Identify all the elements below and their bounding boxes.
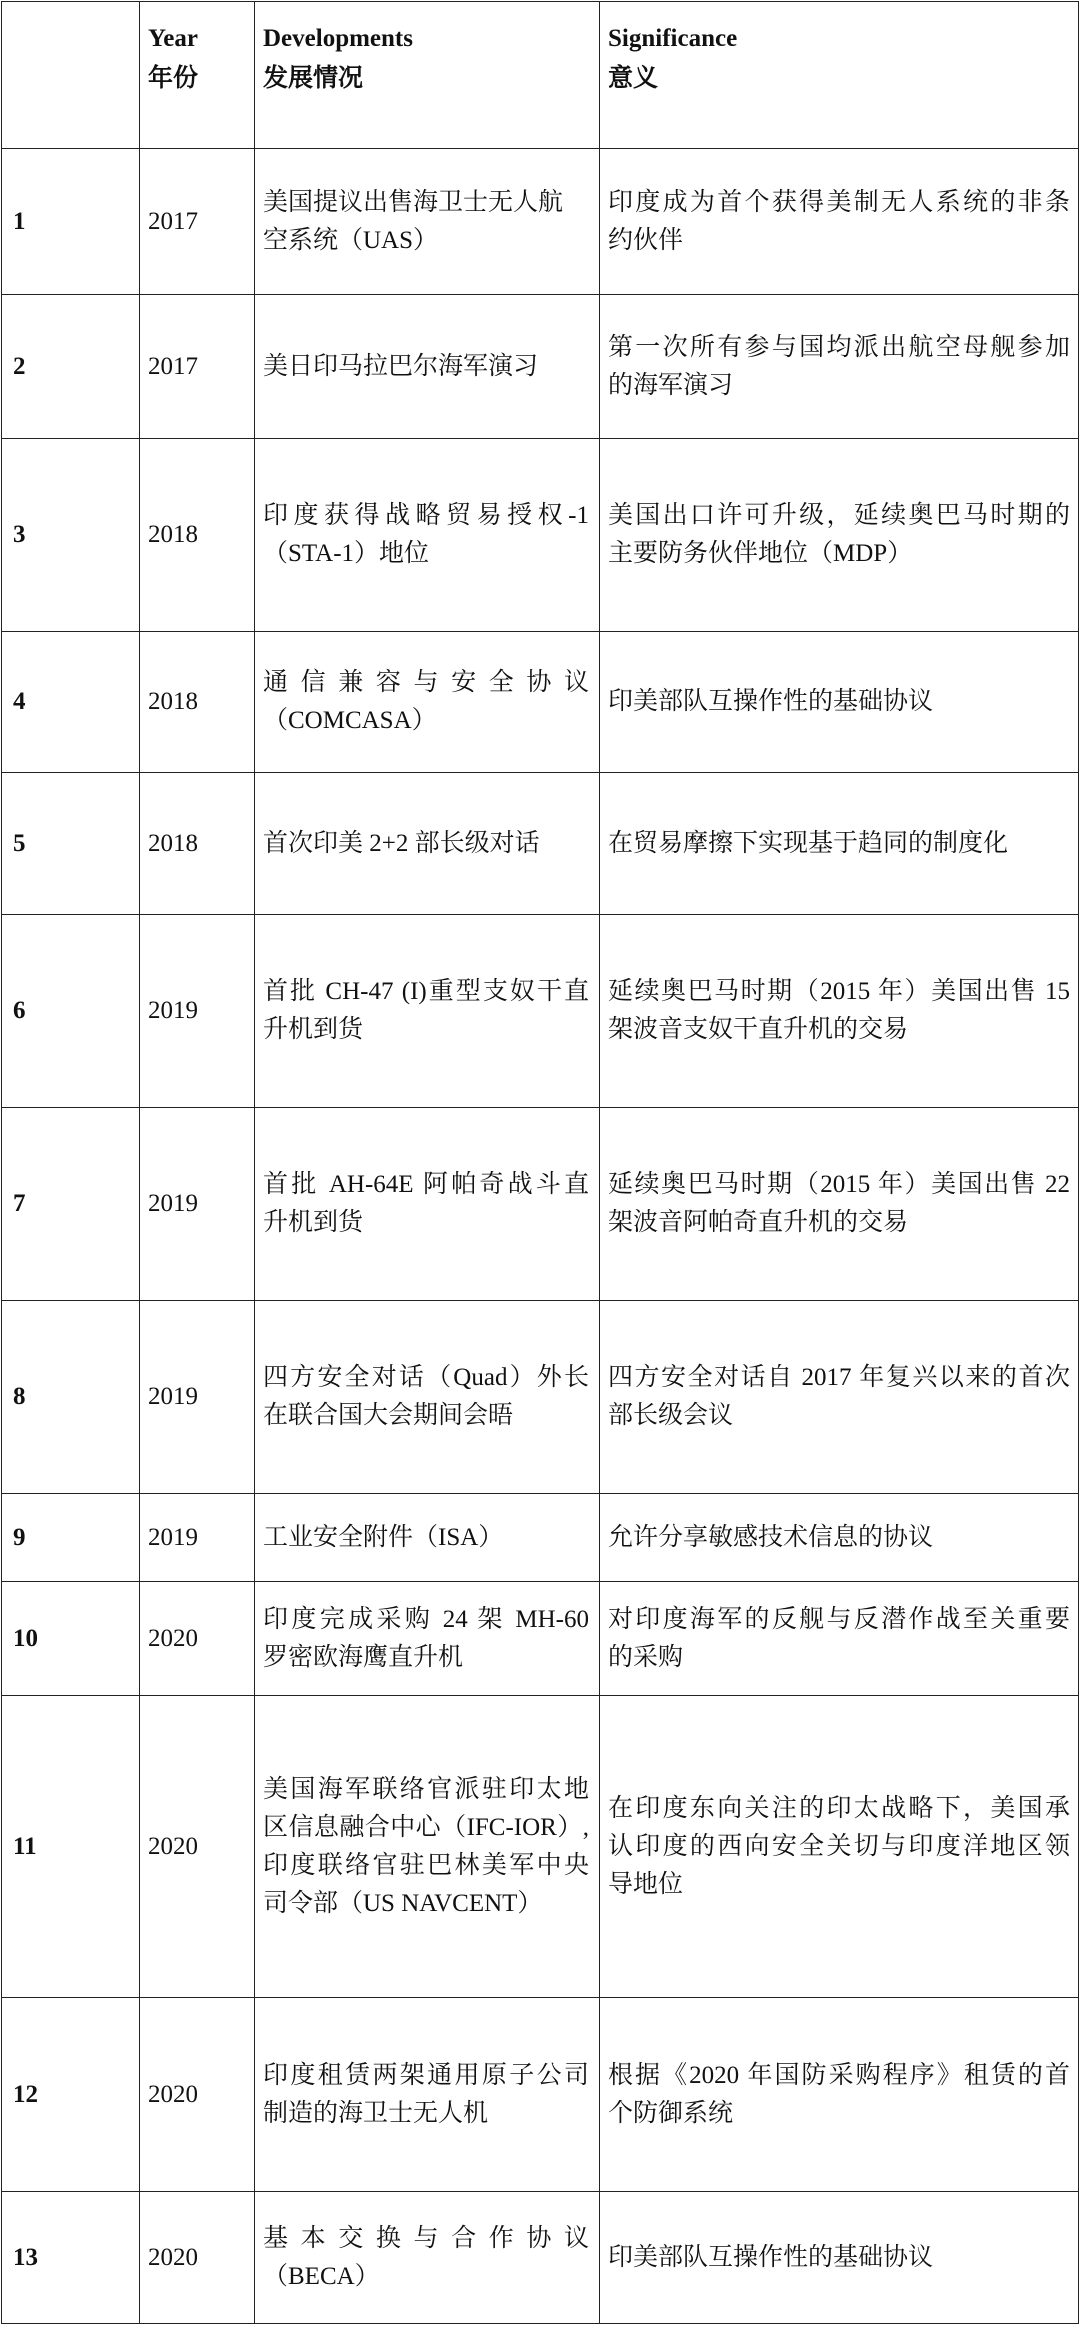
row-index-cell: 10	[2, 1582, 140, 1696]
row-index-cell: 11	[2, 1696, 140, 1998]
development-text-line: 空系统（UAS）	[263, 226, 439, 254]
development-text-line: 区信息融合中心（IFC-IOR）,	[263, 1813, 589, 1841]
significance-text-line: 在贸易摩擦下实现基于趋同的制度化	[608, 829, 1009, 857]
row-development-cell	[255, 1301, 600, 1494]
row-year-cell: 2020	[140, 1998, 255, 2192]
development-text-line: 通信兼容与安全协议	[263, 669, 589, 696]
row-development-cell	[255, 149, 600, 295]
development-text-line: 制造的海卫士无人机	[263, 2099, 489, 2127]
row-significance-cell	[600, 1108, 1079, 1301]
row-significance-cell	[600, 1998, 1079, 2192]
significance-text-line: 认印度的西向安全关切与印度洋地区领	[608, 1832, 1070, 1860]
row-year-cell: 2018	[140, 632, 255, 773]
row-year-cell: 2019	[140, 1301, 255, 1494]
development-text-line: 基本交换与合作协议	[263, 2224, 589, 2252]
table-body	[2, 2, 1079, 2324]
row-year-cell: 2019	[140, 915, 255, 1108]
development-text-line: 工业安全附件（ISA）	[263, 1523, 504, 1551]
table-row	[2, 915, 1079, 1108]
table-row	[2, 1998, 1079, 2192]
header-significance-cell	[600, 2, 1079, 149]
row-development-cell	[255, 1494, 600, 1582]
row-development-cell	[255, 1696, 600, 1998]
header-developments-en: Developments	[263, 25, 413, 52]
row-development-cell	[255, 439, 600, 632]
row-significance-cell	[600, 1494, 1079, 1582]
table-row	[2, 1108, 1079, 1301]
row-significance-cell	[600, 149, 1079, 295]
row-significance-cell	[600, 2192, 1079, 2324]
development-text-line: 美日印马拉巴尔海军演习	[263, 352, 539, 380]
significance-text-line: 的采购	[608, 1643, 684, 1671]
development-text-line: （STA-1）地位	[263, 540, 430, 567]
significance-text-line: 印度成为首个获得美制无人系统的非条	[608, 188, 1070, 216]
row-index-cell: 7	[2, 1108, 140, 1301]
significance-text-line: 在印度东向关注的印太战略下，美国承	[608, 1794, 1070, 1822]
row-year-cell: 2018	[140, 439, 255, 632]
significance-text-line: 架波音支奴干直升机的交易	[608, 1016, 909, 1043]
row-year-cell: 2018	[140, 773, 255, 915]
row-index-cell: 6	[2, 915, 140, 1108]
row-significance-cell	[600, 773, 1079, 915]
development-text-line: 美国提议出售海卫士无人航	[263, 188, 564, 216]
significance-text-line: 印美部队互操作性的基础协议	[608, 2243, 934, 2271]
significance-text-line: 美国出口许可升级，延续奥巴马时期的	[608, 502, 1070, 529]
row-index-cell: 12	[2, 1998, 140, 2192]
header-year-cell	[140, 2, 255, 149]
significance-text-line: 印美部队互操作性的基础协议	[608, 688, 934, 715]
row-index-cell: 1	[2, 149, 140, 295]
development-text-line: 四方安全对话（Quad）外长	[263, 1364, 589, 1391]
row-significance-cell	[600, 1696, 1079, 1998]
row-index-cell: 4	[2, 632, 140, 773]
row-year-cell: 2017	[140, 295, 255, 439]
table-row	[2, 1696, 1079, 1998]
row-year-cell: 2017	[140, 149, 255, 295]
significance-text-line: 主要防务伙伴地位（MDP）	[608, 540, 913, 567]
row-significance-cell	[600, 915, 1079, 1108]
development-text-line: 印度完成采购 24 架 MH-60	[263, 1605, 589, 1633]
significance-text-line: 第一次所有参与国均派出航空母舰参加	[608, 333, 1070, 361]
development-text-line: 司令部（US NAVCENT）	[263, 1889, 543, 1917]
row-year-cell: 2020	[140, 1696, 255, 1998]
significance-text-line: 约伙伴	[608, 226, 684, 254]
significance-text-line: 延续奥巴马时期（2015 年）美国出售 15	[608, 978, 1070, 1005]
development-text-line: 升机到货	[263, 1209, 364, 1236]
significance-text-line: 四方安全对话自 2017 年复兴以来的首次	[608, 1364, 1070, 1391]
row-development-cell	[255, 295, 600, 439]
header-year-zh: 年份	[148, 65, 199, 92]
table-row	[2, 1301, 1079, 1494]
significance-text-line: 允许分享敏感技术信息的协议	[608, 1523, 934, 1551]
development-text-line: 罗密欧海鹰直升机	[263, 1643, 464, 1671]
development-text-line: （BECA）	[263, 2262, 380, 2290]
row-development-cell	[255, 632, 600, 773]
row-development-cell	[255, 915, 600, 1108]
row-index-cell: 8	[2, 1301, 140, 1494]
table-row	[2, 439, 1079, 632]
development-text-line: 首次印美 2+2 部长级对话	[263, 829, 540, 857]
row-index-cell: 13	[2, 2192, 140, 2324]
row-development-cell	[255, 1108, 600, 1301]
table-row	[2, 632, 1079, 773]
header-developments-cell	[255, 2, 600, 149]
row-development-cell	[255, 1582, 600, 1696]
header-year-en: Year	[148, 25, 198, 52]
development-text-line: 首批 AH-64E 阿帕奇战斗直	[263, 1171, 589, 1198]
table-row	[2, 773, 1079, 915]
development-text-line: 印度租赁两架通用原子公司	[263, 2061, 589, 2089]
header-significance-en: Significance	[608, 25, 738, 52]
row-significance-cell	[600, 295, 1079, 439]
row-index-cell: 5	[2, 773, 140, 915]
row-development-cell	[255, 2192, 600, 2324]
row-year-cell: 2019	[140, 1494, 255, 1582]
row-significance-cell	[600, 1582, 1079, 1696]
header-index-cell	[2, 2, 140, 149]
header-developments-zh: 发展情况	[263, 65, 364, 92]
significance-text-line: 的海军演习	[608, 371, 734, 399]
row-year-cell: 2019	[140, 1108, 255, 1301]
row-development-cell	[255, 1998, 600, 2192]
row-index-cell: 2	[2, 295, 140, 439]
significance-text-line: 延续奥巴马时期（2015 年）美国出售 22	[608, 1171, 1070, 1198]
development-text-line: 首批 CH-47 (I)重型支奴干直	[263, 978, 589, 1005]
table-row	[2, 2192, 1079, 2324]
development-text-line: 美国海军联络官派驻印太地	[263, 1775, 589, 1803]
table-row	[2, 295, 1079, 439]
significance-text-line: 对印度海军的反舰与反潜作战至关重要	[608, 1605, 1070, 1633]
table-row	[2, 1582, 1079, 1696]
row-significance-cell	[600, 439, 1079, 632]
row-index-cell: 3	[2, 439, 140, 632]
development-text-line: 升机到货	[263, 1016, 364, 1043]
development-text-line: （COMCASA）	[263, 707, 437, 734]
row-significance-cell	[600, 632, 1079, 773]
developments-table	[1, 1, 1079, 2324]
row-development-cell	[255, 773, 600, 915]
row-index-cell: 9	[2, 1494, 140, 1582]
development-text-line: 在联合国大会期间会晤	[263, 1402, 514, 1429]
significance-text-line: 根据《2020 年国防采购程序》租赁的首	[608, 2061, 1070, 2089]
row-year-cell: 2020	[140, 1582, 255, 1696]
development-text-line: 印度联络官驻巴林美军中央	[263, 1851, 589, 1879]
significance-text-line: 导地位	[608, 1870, 684, 1898]
table-row	[2, 1494, 1079, 1582]
table-row	[2, 149, 1079, 295]
significance-text-line: 架波音阿帕奇直升机的交易	[608, 1209, 909, 1236]
row-significance-cell	[600, 1301, 1079, 1494]
header-significance-zh: 意义	[608, 65, 659, 92]
significance-text-line: 个防御系统	[608, 2099, 734, 2127]
row-year-cell: 2020	[140, 2192, 255, 2324]
significance-text-line: 部长级会议	[608, 1402, 734, 1429]
development-text-line: 印度获得战略贸易授权-1	[263, 502, 589, 529]
header-row	[2, 2, 1079, 149]
